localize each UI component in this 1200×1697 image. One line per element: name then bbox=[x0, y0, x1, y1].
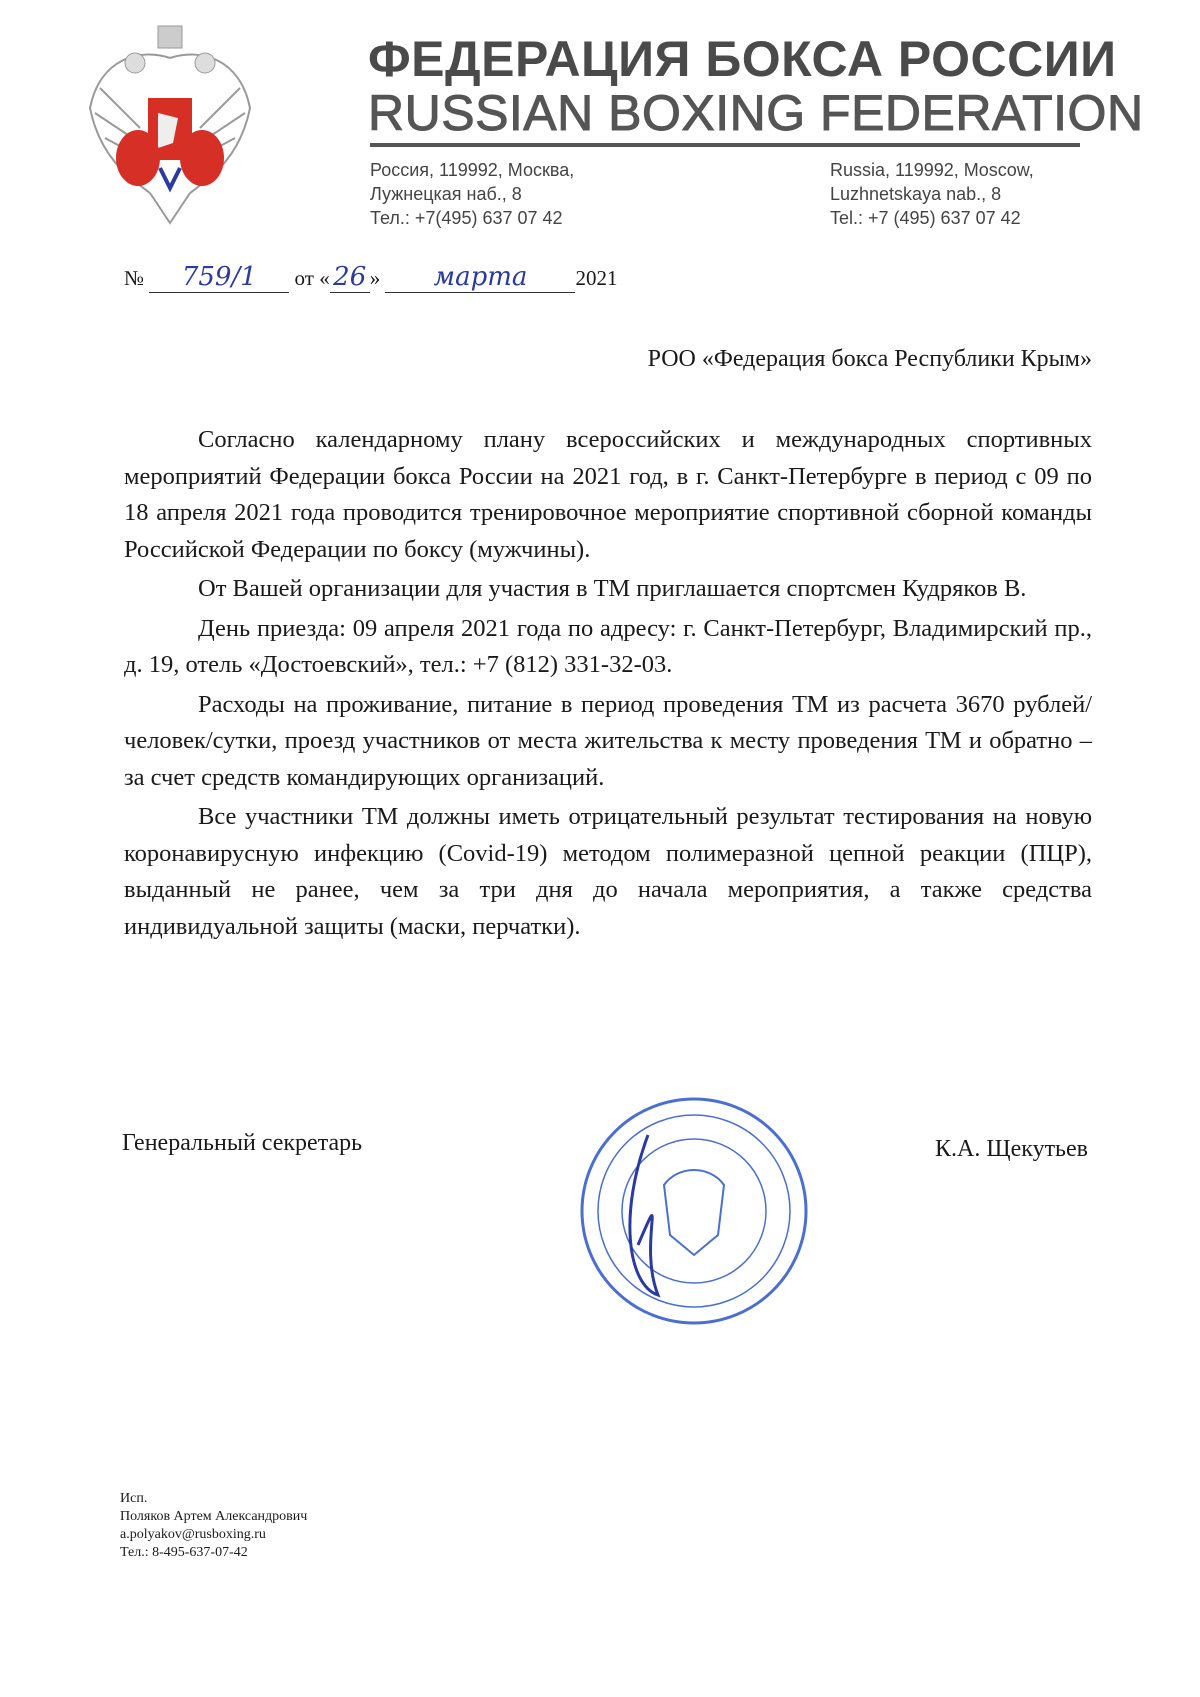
address-ru-line: Россия, 119992, Москва, bbox=[370, 160, 575, 180]
body-paragraph: Расходы на проживание, питание в период проведения ТМ из расчета 3670 рублей/человек/сутки, проезд участников от места жительства к месту проведения ТМ и обратно – за счет средств командирующих организаций. bbox=[124, 690, 1092, 791]
address-ru-line: Тел.: +7(495) 637 07 42 bbox=[370, 208, 563, 228]
executor-name: Поляков Артем Александрович bbox=[120, 1509, 308, 1524]
federation-title-ru: ФЕДЕРАЦИЯ БОКСА РОССИИ bbox=[368, 31, 1117, 87]
address-en-line: Luzhnetskaya nab., 8 bbox=[830, 184, 1002, 204]
address-en-line: Russia, 119992, Moscow, bbox=[830, 160, 1034, 180]
executor-email: a.polyakov@rusboxing.ru bbox=[120, 1527, 266, 1542]
official-stamp bbox=[578, 1095, 810, 1327]
executor-phone: Тел.: 8-495-637-07-42 bbox=[120, 1545, 248, 1560]
document-year: 2021 bbox=[575, 266, 618, 290]
executor-info bbox=[120, 1490, 307, 1562]
header-divider bbox=[370, 143, 1080, 147]
executor-label: Исп. bbox=[120, 1491, 148, 1506]
body-paragraph: Согласно календарному плану всероссийских и международных спортивных мероприятий Федерации бокса России на 2021 год, в г. Санкт-Петербурге в период с 09 по 18 апреля 2021 года проводится тренировочное мероприятие спортивной сборной команды Российской Федерации по боксу (мужчины). bbox=[124, 426, 1092, 563]
document-number: 759/1 bbox=[149, 262, 289, 293]
federation-emblem-logo bbox=[80, 18, 260, 228]
address-en bbox=[830, 158, 1034, 230]
document-day: 26 bbox=[330, 262, 370, 293]
recipient: РОО «Федерация бокса Республики Крым» bbox=[647, 346, 1092, 372]
letter-body bbox=[124, 422, 1092, 948]
signatory-title: Генеральный секретарь bbox=[122, 1130, 363, 1156]
body-paragraph: Все участники ТМ должны иметь отрицательный результат тестирования на новую коронавирусную инфекцию (Covid-19) методом полимеразной цепной реакции (ПЦР), выданный не ранее, чем за три дня до начала мероприятия, а также средства индивидуальной защиты (маски, перчатки). bbox=[124, 803, 1092, 940]
body-paragraph: От Вашей организации для участия в ТМ приглашается спортсмен Кудряков В. bbox=[198, 575, 1027, 602]
address-ru-line: Лужнецкая наб., 8 bbox=[370, 184, 522, 204]
address-en-line: Tel.: +7 (495) 637 07 42 bbox=[830, 208, 1021, 228]
day-close: » bbox=[369, 266, 381, 290]
signatory-name: К.А. Щекутьев bbox=[935, 1136, 1088, 1162]
from-label: от « bbox=[294, 266, 330, 290]
address-ru bbox=[370, 158, 574, 230]
body-paragraph: День приезда: 09 апреля 2021 года по адресу: г. Санкт-Петербург, Владимирский пр., д. 19, отель «Достоевский», тел.: +7 (812) 331-32-03. bbox=[124, 614, 1092, 678]
document-month: марта bbox=[385, 262, 575, 293]
federation-title-en: RUSSIAN BOXING FEDERATION bbox=[368, 85, 1144, 141]
reference-line bbox=[124, 262, 617, 293]
number-label: № bbox=[124, 266, 145, 290]
